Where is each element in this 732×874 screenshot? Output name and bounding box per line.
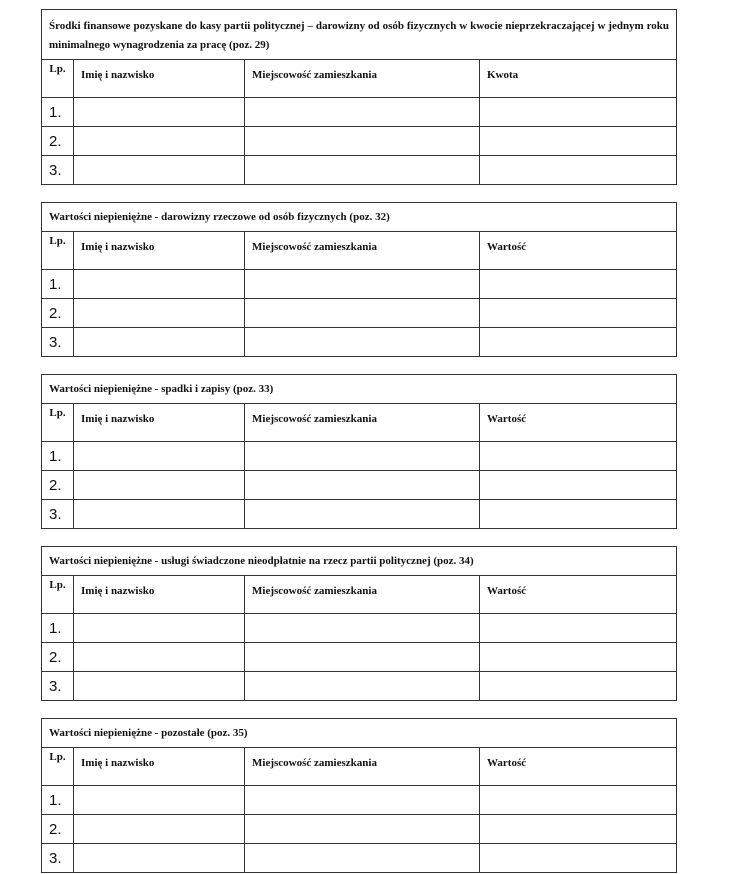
amount-cell[interactable] [480, 127, 677, 156]
donations-cash-table [41, 9, 677, 185]
row-number: 3. [42, 844, 74, 873]
amount-cell[interactable] [480, 156, 677, 185]
header-residence: Miejscowość zamieszkania [245, 60, 480, 98]
value-cell[interactable] [480, 672, 677, 701]
name-cell[interactable] [74, 500, 245, 529]
residence-cell[interactable] [245, 643, 480, 672]
header-lp: Lp. [42, 576, 74, 614]
header-value: Wartość [480, 232, 677, 270]
table-row [42, 786, 677, 815]
table-row [42, 270, 677, 299]
table-row [42, 471, 677, 500]
value-cell[interactable] [480, 786, 677, 815]
residence-cell[interactable] [245, 815, 480, 844]
residence-cell[interactable] [245, 614, 480, 643]
residence-cell[interactable] [245, 270, 480, 299]
row-number: 2. [42, 815, 74, 844]
value-cell[interactable] [480, 614, 677, 643]
header-residence: Miejscowość zamieszkania [245, 576, 480, 614]
header-lp: Lp. [42, 60, 74, 98]
section-title: Wartości niepieniężne - usługi świadczone nieodpłatnie na rzecz partii politycznej (poz. 34) [42, 547, 677, 576]
row-number: 2. [42, 299, 74, 328]
header-lp: Lp. [42, 748, 74, 786]
free-services-table [41, 546, 677, 701]
name-cell[interactable] [74, 156, 245, 185]
row-number: 1. [42, 270, 74, 299]
name-cell[interactable] [74, 672, 245, 701]
header-name: Imię i nazwisko [74, 404, 245, 442]
value-cell[interactable] [480, 500, 677, 529]
header-residence: Miejscowość zamieszkania [245, 232, 480, 270]
residence-cell[interactable] [245, 127, 480, 156]
residence-cell[interactable] [245, 500, 480, 529]
value-cell[interactable] [480, 442, 677, 471]
row-number: 1. [42, 442, 74, 471]
header-row [42, 748, 677, 786]
header-name: Imię i nazwisko [74, 60, 245, 98]
row-number: 1. [42, 614, 74, 643]
residence-cell[interactable] [245, 786, 480, 815]
section-title: Środki finansowe pozyskane do kasy partii politycznej – darowizny od osób fizycznych w kwocie nieprzekraczającej w jednym roku minimalnego wynagrodzenia za pracę (poz. 29) [42, 10, 677, 60]
residence-cell[interactable] [245, 156, 480, 185]
header-name: Imię i nazwisko [74, 748, 245, 786]
residence-cell[interactable] [245, 844, 480, 873]
table-row [42, 127, 677, 156]
row-number: 1. [42, 98, 74, 127]
row-number: 2. [42, 127, 74, 156]
row-number: 3. [42, 672, 74, 701]
section-title: Wartości niepieniężne - spadki i zapisy (poz. 33) [42, 375, 677, 404]
name-cell[interactable] [74, 844, 245, 873]
amount-cell[interactable] [480, 98, 677, 127]
value-cell[interactable] [480, 643, 677, 672]
header-lp: Lp. [42, 232, 74, 270]
residence-cell[interactable] [245, 299, 480, 328]
header-value: Wartość [480, 404, 677, 442]
table-row [42, 815, 677, 844]
table-row [42, 328, 677, 357]
value-cell[interactable] [480, 844, 677, 873]
residence-cell[interactable] [245, 328, 480, 357]
table-row [42, 442, 677, 471]
section-title: Wartości niepieniężne - pozostałe (poz. 35) [42, 719, 677, 748]
value-cell[interactable] [480, 299, 677, 328]
row-number: 3. [42, 500, 74, 529]
residence-cell[interactable] [245, 98, 480, 127]
header-row [42, 404, 677, 442]
header-lp: Lp. [42, 404, 74, 442]
value-cell[interactable] [480, 815, 677, 844]
name-cell[interactable] [74, 442, 245, 471]
table-row [42, 672, 677, 701]
row-number: 2. [42, 643, 74, 672]
residence-cell[interactable] [245, 442, 480, 471]
table-row [42, 156, 677, 185]
value-cell[interactable] [480, 471, 677, 500]
value-cell[interactable] [480, 328, 677, 357]
name-cell[interactable] [74, 299, 245, 328]
table-row [42, 500, 677, 529]
name-cell[interactable] [74, 471, 245, 500]
header-residence: Miejscowość zamieszkania [245, 404, 480, 442]
name-cell[interactable] [74, 98, 245, 127]
table-row [42, 844, 677, 873]
other-non-cash-table [41, 718, 677, 873]
header-row [42, 576, 677, 614]
name-cell[interactable] [74, 643, 245, 672]
name-cell[interactable] [74, 127, 245, 156]
name-cell[interactable] [74, 815, 245, 844]
name-cell[interactable] [74, 786, 245, 815]
table-row [42, 299, 677, 328]
header-row [42, 60, 677, 98]
table-row [42, 643, 677, 672]
value-cell[interactable] [480, 270, 677, 299]
name-cell[interactable] [74, 270, 245, 299]
header-residence: Miejscowość zamieszkania [245, 748, 480, 786]
header-row [42, 232, 677, 270]
row-number: 3. [42, 156, 74, 185]
section-title: Wartości niepieniężne - darowizny rzeczowe od osób fizycznych (poz. 32) [42, 203, 677, 232]
inheritance-table [41, 374, 677, 529]
header-value: Wartość [480, 748, 677, 786]
header-amount: Kwota [480, 60, 677, 98]
name-cell[interactable] [74, 614, 245, 643]
row-number: 1. [42, 786, 74, 815]
row-number: 3. [42, 328, 74, 357]
name-cell[interactable] [74, 328, 245, 357]
header-value: Wartość [480, 576, 677, 614]
header-name: Imię i nazwisko [74, 576, 245, 614]
residence-cell[interactable] [245, 471, 480, 500]
table-row [42, 614, 677, 643]
table-row [42, 98, 677, 127]
residence-cell[interactable] [245, 672, 480, 701]
header-name: Imię i nazwisko [74, 232, 245, 270]
in-kind-donations-table [41, 202, 677, 357]
row-number: 2. [42, 471, 74, 500]
